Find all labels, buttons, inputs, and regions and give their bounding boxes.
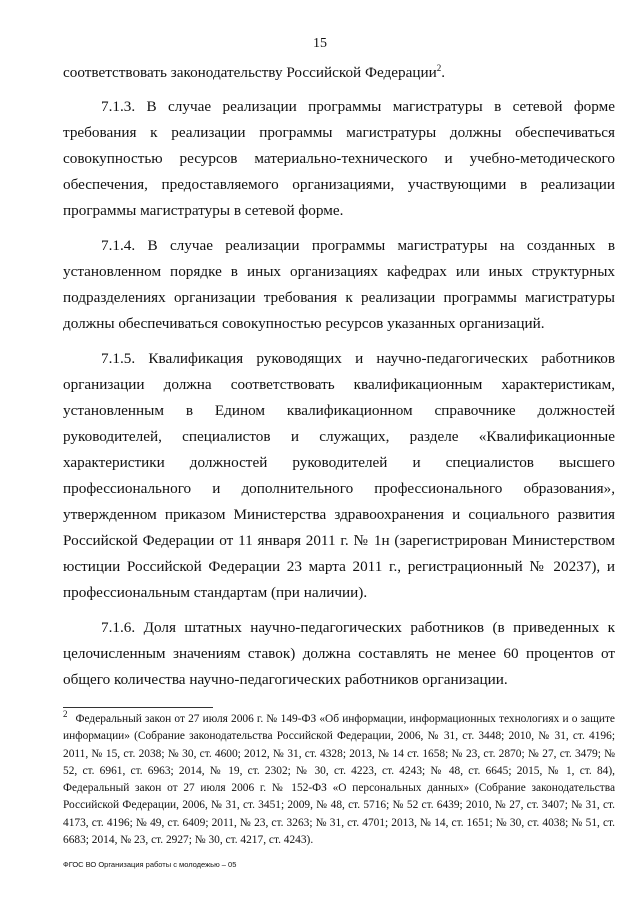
continuation-text: соответствовать законодательству Российской Федерации [63,64,437,81]
footnote-mark: 2 [63,709,68,720]
paragraph-7-1-4: 7.1.4. В случае реализации программы магистратуры на созданных в установленном порядке в иных организациях кафедрах или иных структурных подразделениях организации требования к реализации программы магистратуры должны обеспечиваться совокупностью ресурсов указанных организаций. [63,237,615,332]
footnote-reference[interactable]: 2 [436,62,442,73]
footnote-separator [63,707,213,708]
paragraph-7-1-3: 7.1.3. В случае реализации программы магистратуры в сетевой форме требования к реализации программы магистратуры должны обеспечиваться совокупностью ресурсов материально-технического и учебно-методического обеспечения, предоставляемого организациями, участвующими в реализации программы магистратуры в сетевой форме. [63,98,615,219]
document-body [63,60,615,702]
footnote [63,711,615,849]
continuation-paragraph: соответствовать законодательству Российской Федерации$^2$. [63,62,445,81]
page-number: 15 [313,36,327,51]
page-footer: ФГОС ВО Организация работы с молодежью – 05 [63,860,237,869]
footnote-text: Федеральный закон от 27 июля 2006 г. № 149-ФЗ «Об информации, информационных технологиях и о защите информации» (Собрание законодательства Российской Федерации, 2006, № 31, ст. 3448; 2010, № 31, ст. 4196; 2011, № 15, ст. 2038; № 30, ст. 4600; 2012, № 31, ст. 4328; 2013, № 14 ст. 1658; № 23, ст. 2870; № 27, ст. 3479; № 52, ст. 6961, ст. 6963; 2014, № 19, ст. 2302; № 30, ст. 4223, ст. 4243; № 48, ст. 6645; 2015, № 1, ст. 84), Федеральный закон от 27 июля 2006 г. № 152-ФЗ «О персональных данных» (Собрание законодательства Российской Федерации, 2006, № 31, ст. 3451; 2009, № 48, ст. 5716; № 52 ст. 6439; 2010, № 27, ст. 3407; № 31, ст. 4173, ст. 4196; № 49, ст. 6409; 2011, № 23, ст. 3263; № 31, ст. 4701; 2013, № 14, ст. 1651; № 30, ст. 4038; № 51, ст. 6683; 2014, № 23, ст. 2927; № 30, ст. 4217, ст. 4243). [63,713,615,847]
paragraph-7-1-6: 7.1.6. Доля штатных научно-педагогических работников (в приведенных к целочисленным значениям ставок) должна составлять не менее 60 процентов от общего количества научно-педагогических работников организации. [63,619,615,688]
paragraph-7-1-5: 7.1.5. Квалификация руководящих и научно-педагогических работников организации должна соответствовать квалификационным характеристикам, установленным в Едином квалификационном справочнике должностей руководителей, специалистов и служащих, разделе «Квалификационные характеристики должностей руководителей и специалистов высшего профессионального и дополнительного профессионального образования», утвержденном приказом Министерства здравоохранения и социального развития Российской Федерации от 11 января 2011 г. № 1н (зарегистрирован Министерством юстиции Российской Федерации 23 марта 2011 г., регистрационный № 20237), и профессиональным стандартам (при наличии). [63,350,615,601]
